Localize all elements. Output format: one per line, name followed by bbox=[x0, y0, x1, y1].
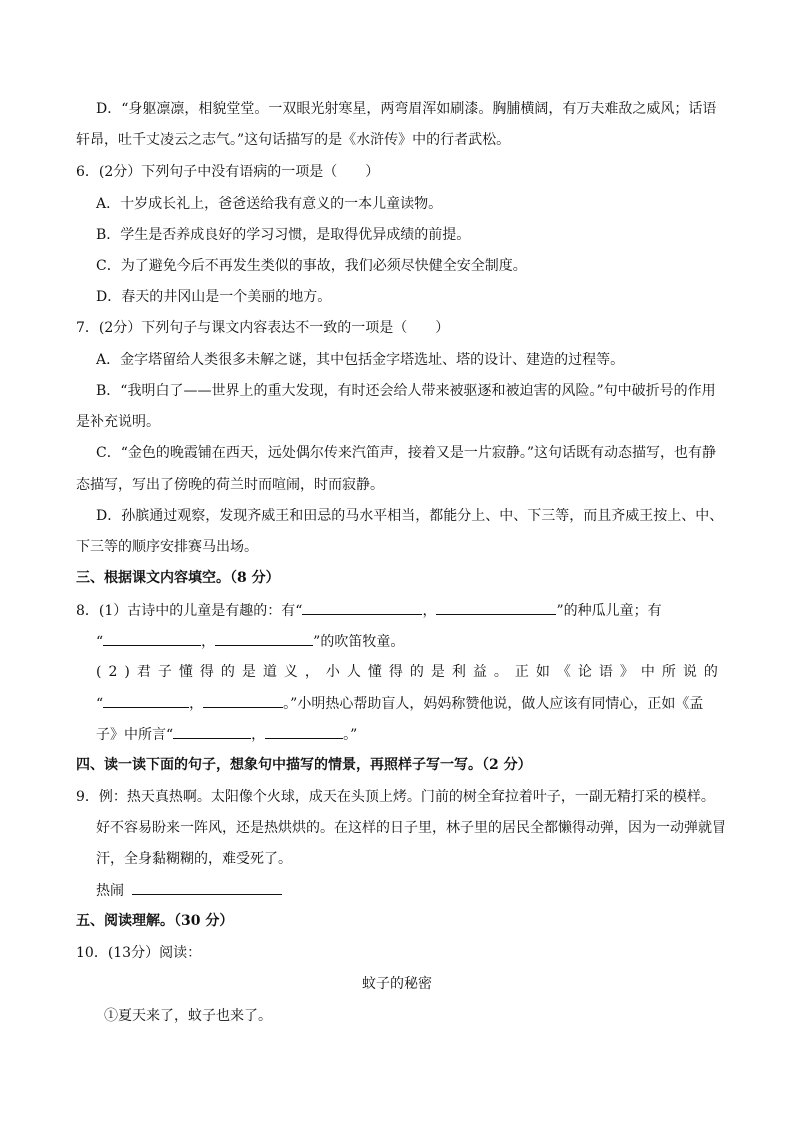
q7-option-d-line2: 下三等的顺序安排赛马出场。 bbox=[76, 539, 258, 555]
q9-answer-line bbox=[96, 880, 282, 901]
q8-blank-1[interactable] bbox=[302, 600, 422, 615]
q8-part2-text: 。”小明热心帮助盲人，妈妈称赞他说，做人应该有同情心，正如《孟 bbox=[283, 696, 704, 712]
q8-part2-char: 中 bbox=[640, 664, 655, 680]
q6-option-d: D．春天的井冈山是一个美丽的地方。 bbox=[96, 289, 332, 305]
passage-title: 蚊子的秘密 bbox=[362, 976, 432, 992]
q8-part1-text: 8．(1）古诗中的儿童是有趣的：有“ bbox=[76, 603, 303, 619]
q9-answer-blank[interactable] bbox=[132, 880, 282, 895]
q8-open-quote: “ bbox=[96, 634, 104, 650]
q8-part2-char: ， bbox=[304, 664, 319, 680]
q8-part2-char: 道 bbox=[262, 664, 277, 680]
q8-part2-char: 是 bbox=[241, 664, 256, 680]
q7-option-b-line1: B．“我明白了——世界上的重大发现，有时还会给人带来被驱逐和被迫害的风险。”句中破折号的作用 bbox=[96, 383, 716, 399]
q8-part2-char: 得 bbox=[388, 664, 403, 680]
q8-comma-2: ， bbox=[201, 634, 216, 650]
q8-part2-char: 君 bbox=[136, 664, 151, 680]
q7-option-c-line1: C．“金色的晚霞铺在西天，远处偶尔传来汽笛声，接着又是一片寂静。”这句话既有动态描写，也有静 bbox=[96, 445, 717, 461]
q8-part2-char: 说 bbox=[682, 664, 697, 680]
q8-part2-char: 是 bbox=[430, 664, 445, 680]
q8-blank-7[interactable] bbox=[173, 724, 251, 739]
q8-part1-tail: ”的种瓜儿童；有 bbox=[556, 603, 662, 619]
q7-option-a: A．金字塔留给人类很多未解之谜，其中包括金字塔选址、塔的设计、建造的过程等。 bbox=[96, 352, 625, 368]
q8-comma-4: ， bbox=[251, 727, 266, 743]
q9-line1: 9．例：热天真热啊。太阳像个火球，成天在头顶上烤。门前的树全耷拉着叶子，一副无精打采的模样。 bbox=[76, 789, 715, 805]
q8-comma-3: ， bbox=[189, 696, 204, 712]
q8-part2-char: 的 bbox=[220, 664, 235, 680]
q8-blank-8[interactable] bbox=[265, 724, 343, 739]
q8-part2-char: 益 bbox=[472, 664, 487, 680]
q8-part2-char: ) bbox=[124, 664, 130, 680]
q7-option-c-line2: 态描写，写出了傍晚的荷兰时而喧闹，时而寂静。 bbox=[76, 477, 384, 493]
q8-part2-char: 子 bbox=[157, 664, 172, 680]
q8-part1-line bbox=[76, 600, 662, 621]
q8-part2-char: 语 bbox=[598, 664, 613, 680]
q8-part2-char: 如 bbox=[535, 664, 550, 680]
q8-part2-char: 人 bbox=[346, 664, 361, 680]
q7-stem: 7．(2分）下列句子与课文内容表达不一致的一项是（ ） bbox=[76, 320, 450, 336]
section-4-heading: 四、读一读下面的句子，想象句中描写的情景，再照样子写一写。（2 分） bbox=[76, 757, 532, 773]
q8-part2-char: 。 bbox=[493, 664, 508, 680]
section-5-heading: 五、阅读理解。（30 分） bbox=[76, 913, 234, 929]
q8-open-quote-2: “ bbox=[96, 696, 104, 712]
q8-part2-char: 的 bbox=[409, 664, 424, 680]
q8-part2-char: 《 bbox=[556, 664, 571, 680]
q5-option-d-line2: 轩昂，吐千丈凌云之志气。”这句话描写的是《水浒传》中的行者武松。 bbox=[76, 132, 511, 148]
q9-line2: 好不容易盼来一阵风，还是热烘烘的。在这样的日子里，林子里的居民全都懒得动弹，因为一动弹就冒 bbox=[96, 820, 726, 836]
q8-part2-char: 懂 bbox=[178, 664, 193, 680]
q8-blank-3[interactable] bbox=[103, 631, 201, 646]
q8-part2-char: 所 bbox=[661, 664, 676, 680]
q8-part2-char: 正 bbox=[514, 664, 529, 680]
q8-part2-char: 得 bbox=[199, 664, 214, 680]
q8-blank-2[interactable] bbox=[436, 600, 556, 615]
q8-part2-char: 义 bbox=[283, 664, 298, 680]
q8-part2-char: ( bbox=[96, 664, 102, 680]
q8-part1-line2 bbox=[96, 631, 404, 652]
q8-part2-char: 》 bbox=[619, 664, 634, 680]
q9-prompt: 热闹 bbox=[96, 883, 124, 899]
q8-part2-char: 论 bbox=[577, 664, 592, 680]
q8-part2-char: 小 bbox=[325, 664, 340, 680]
q8-part2-line3 bbox=[96, 724, 357, 745]
q8-part1-end: ”的吹笛牧童。 bbox=[313, 634, 405, 650]
q9-line3: 汗，全身黏糊糊的，难受死了。 bbox=[96, 851, 292, 867]
q7-option-d-line1: D．孙膑通过观察，发现齐威王和田忌的马水平相当，都能分上、中、下三等，而且齐威王按上、中、 bbox=[96, 508, 724, 524]
q6-option-a: A．十岁成长礼上，爸爸送给我有意义的一本儿童读物。 bbox=[96, 196, 443, 212]
q6-option-c: C．为了避免今后不再发生类似的事故，我们必须尽快健全安全制度。 bbox=[96, 258, 527, 274]
q8-blank-6[interactable] bbox=[203, 693, 283, 708]
section-3-heading: 三、根据课文内容填空。（8 分） bbox=[76, 570, 280, 586]
passage-paragraph-1: ①夏天来了，蚊子也来了。 bbox=[104, 1008, 272, 1024]
q8-part2-line1 bbox=[96, 662, 718, 682]
q8-part2-char: 利 bbox=[451, 664, 466, 680]
q8-blank-4[interactable] bbox=[215, 631, 313, 646]
q8-part2-char: 2 bbox=[108, 664, 118, 680]
q6-option-b: B．学生是否养成良好的学习习惯，是取得优异成绩的前提。 bbox=[96, 227, 471, 243]
q8-blank-5[interactable] bbox=[103, 693, 189, 708]
q8-part2-char: 懂 bbox=[367, 664, 382, 680]
q7-option-b-line2: 是补充说明。 bbox=[76, 414, 160, 430]
q8-part2-mencius: 子》中所言“ bbox=[96, 727, 174, 743]
q8-part2-end: 。” bbox=[343, 727, 358, 743]
q6-stem: 6．(2分）下列句子中没有语病的一项是（ ） bbox=[76, 164, 380, 180]
q5-option-d-line1: D．“身躯凛凛，相貌堂堂。一双眼光射寒星，两弯眉浑如刷漆。胸脯横阔，有万夫难敌之威风；话语 bbox=[96, 101, 717, 117]
q8-part2-line2 bbox=[96, 693, 703, 714]
q8-part1-comma: ， bbox=[422, 603, 437, 619]
q10-stem: 10．(13分）阅读： bbox=[76, 945, 202, 961]
q8-part2-char: 的 bbox=[703, 664, 718, 680]
